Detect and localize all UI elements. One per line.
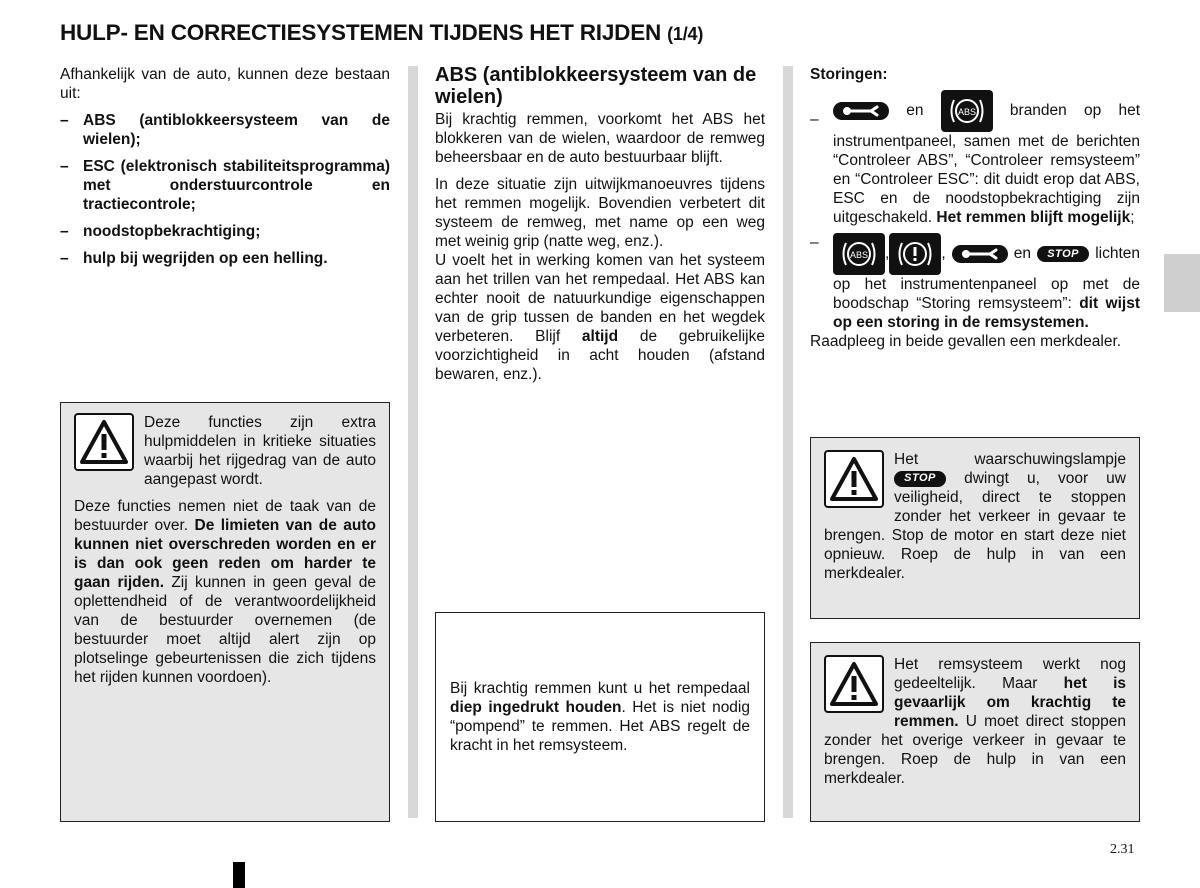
warning-triangle-icon xyxy=(824,655,884,713)
warning-box-2 xyxy=(810,437,1140,619)
fault-item-1: – en ABS branden op het instrumentpaneel, samen met de berichten “Controleer ABS”, “Controleer remsysteem” en “Controleer ESC”: dit duidt erop dat ABS, ESC en de noodstopbekrachtiging zijn uitgeschakeld. Het remmen blijft mogelijk; xyxy=(810,90,1140,227)
column-3 xyxy=(810,65,1140,351)
abs-note-box xyxy=(435,612,765,822)
column-2 xyxy=(435,64,765,384)
warning-box-1-text: Deze functies zijn extra hulpmiddelen in kritieke situaties waarbij het rijgedrag van de auto aangepast wordt. xyxy=(144,414,376,488)
page-title-part: (1/4) xyxy=(667,24,704,44)
wrench-icon xyxy=(833,102,889,120)
warning-triangle-icon xyxy=(74,413,134,471)
brake-warning-icon xyxy=(889,233,941,275)
stop-icon: STOP xyxy=(894,471,946,487)
page-number: 2.31 xyxy=(1110,842,1135,857)
list-item: – ABS (antiblokkeersysteem van de wielen); xyxy=(60,112,390,148)
column-separator-1 xyxy=(408,66,418,818)
list-item: – ESC (elektronisch stabiliteitsprogramma) met onderstuurcontrole en tractiecontrole; xyxy=(60,158,390,213)
chapter-tab xyxy=(1164,254,1200,312)
column-1 xyxy=(60,65,390,268)
wrench-icon xyxy=(952,245,1008,263)
svg-text:ABS: ABS xyxy=(957,107,976,117)
warning-triangle-icon xyxy=(824,450,884,508)
list-item: – noodstopbekrachtiging; xyxy=(60,223,261,240)
warning-box-1-body: Deze functies nemen niet de taak van de bestuurder over. De limieten van de auto kunnen niet overschreden worden en er is dan ook geen reden om harder te gaan rijden. Zij kunnen in geen geval de oplettendheid of de verantwoordelijkheid van de bestuurder overnemen (de bestuurder moet altijd alert zijn op plotselinge gebeurtenissen die zich tijdens het rijden kunnen voordoen). xyxy=(74,498,376,686)
warning-box-3-text: Het remsysteem werkt nog gedeeltelijk. Maar het is gevaarlijk om krachtig te remmen. U moet direct stoppen zonder het overige verkeer in gevaar te brengen. Roep de hulp in van een merkdealer. xyxy=(824,656,1126,787)
faults-after-text: Raadpleeg in beide gevallen een merkdealer. xyxy=(810,333,1122,350)
faults-heading: Storingen: xyxy=(810,66,888,83)
abs-paragraph-1: Bij krachtig remmen, voorkomt het ABS het blokkeren van de wielen, waardoor de remweg beheersbaar en de auto bestuurbaar blijft. xyxy=(435,111,765,166)
warning-box-1 xyxy=(60,402,390,822)
list-item: – hulp bij wegrijden op een helling. xyxy=(60,250,328,267)
intro-text: Afhankelijk van de auto, kunnen deze bestaan uit: xyxy=(60,66,390,102)
warning-box-3 xyxy=(810,642,1140,822)
svg-text:ABS: ABS xyxy=(849,250,869,260)
fault-item-2: – ABS , , en STOP lichten op het instrumentenpaneel op met de boodschap “Storing remsysteem”: dit wijst op een storing in de remsystemen. xyxy=(810,234,1140,331)
page-title-text: HULP- EN CORRECTIESYSTEMEN TIJDENS HET RIJDEN xyxy=(60,20,662,45)
stop-icon: STOP xyxy=(1037,246,1089,262)
abs-note-text: Bij krachtig remmen kunt u het rempedaal diep ingedrukt houden. Het is niet nodig “pompend” te remmen. Het ABS regelt de kracht in het remsysteem. xyxy=(450,680,750,754)
abs-paragraph-3: U voelt het in werking komen van het systeem aan het trillen van het rempedaal. Het ABS kan echter nooit de natuurkundige eigenschappen van de grip tussen de banden en het wegdek verbeteren. Blijf altijd de gebruikelijke voorzichtigheid in acht houden (afstand bewaren, enz.). xyxy=(435,252,765,383)
abs-paragraph-2: In deze situatie zijn uitwijkmanoeuvres tijdens het remmen mogelijk. Bovendien verbetert dit systeem de remweg, met name op een weg met weinig grip (natte weg, enz.). xyxy=(435,176,765,250)
column-separator-2 xyxy=(783,66,793,818)
warning-box-2-text: Het waarschuwingslampje STOP dwingt u, voor uw veiligheid, direct te stoppen zonder het verkeer in gevaar te brengen. Stop de motor en start deze niet opnieuw. Roep de hulp in van een merkdealer. xyxy=(824,451,1126,582)
abs-warning-icon xyxy=(941,90,993,132)
abs-heading: ABS (antiblokkeersysteem van de wielen) xyxy=(435,64,757,108)
crop-mark xyxy=(233,862,245,888)
abs-warning-icon xyxy=(833,233,885,275)
page-title xyxy=(60,20,703,46)
